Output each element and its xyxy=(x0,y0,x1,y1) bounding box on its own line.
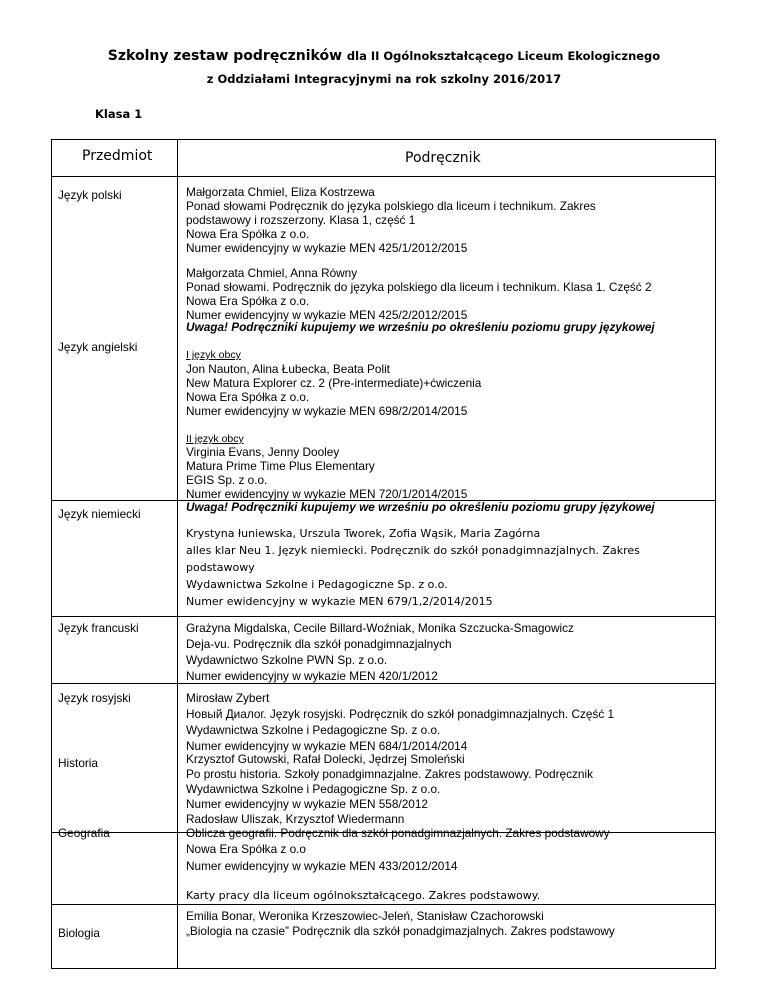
row-divider xyxy=(52,176,715,177)
subject-historia: Historia xyxy=(58,756,98,770)
subject-polski: Język polski xyxy=(58,188,122,202)
book-polski-1-publisher: Nowa Era Spółka z o.o. xyxy=(186,227,310,241)
row-divider xyxy=(52,683,715,684)
subject-francuski: Język francuski xyxy=(58,621,139,635)
book-historia-men-number: Numer ewidencyjny w wykazie MEN 558/2012 xyxy=(186,797,428,811)
document-title xyxy=(0,48,768,64)
book-niemiecki-title: alles klar Neu 1. Język niemiecki. Podręcznik do szkół ponadgimnazjalnych. Zakres xyxy=(186,544,640,557)
book-historia-publisher: Wydawnictwa Szkolne i Pedagogiczne Sp. z o.o. xyxy=(186,782,441,796)
book-angielski-2-publisher: EGIS Sp. z o.o. xyxy=(186,473,268,487)
book-biologia-title: „Biologia na czasie” Podręcznik dla szkół ponadgimazjalnych. Zakres podstawowy xyxy=(186,924,615,938)
book-rosyjski-men-number: Numer ewidencyjny w wykazie MEN 684/1/2014/2014 xyxy=(186,739,468,753)
book-francuski-publisher: Wydawnictwo Szkolne PWN Sp. z o.o. xyxy=(186,653,388,667)
book-biologia-authors: Emilia Bonar, Weronika Krzeszowiec-Jeleń, Stanisław Czachorowski xyxy=(186,909,544,923)
book-polski-1-men-number: Numer ewidencyjny w wykazie MEN 425/1/2012/2015 xyxy=(186,241,468,255)
book-geografia-authors: Radosław Uliszak, Krzysztof Wiedermann xyxy=(186,812,405,826)
first-language-label: I język obcy xyxy=(186,349,241,361)
book-polski-1-authors: Małgorzata Chmiel, Eliza Kostrzewa xyxy=(186,185,375,199)
column-divider xyxy=(177,140,178,968)
warning-angielski: Uwaga! Podręczniki kupujemy we wrześniu po określeniu poziomu grupy językowej xyxy=(186,320,655,334)
book-angielski-1-authors: Jon Nauton, Alina Łubecka, Beata Polit xyxy=(186,362,390,376)
book-niemiecki-authors: Krystyna łuniewska, Urszula Tworek, Zofia Wąsik, Maria Zagórna xyxy=(186,527,541,540)
book-angielski-1-publisher: Nowa Era Spółka z o.o. xyxy=(186,390,310,404)
book-rosyjski-publisher: Wydawnictwa Szkolne i Pedagogiczne Sp. z o.o. xyxy=(186,723,441,737)
book-polski-1-title-cont: podstawowy i rozszerzony. Klasa 1, część 1 xyxy=(186,213,416,227)
column-header-subject: Przedmiot xyxy=(82,148,153,164)
warning-niemiecki: Uwaga! Podręczniki kupujemy we wrześniu po określeniu poziomu grupy językowej xyxy=(186,500,655,514)
row-divider xyxy=(52,616,715,617)
book-polski-2-authors: Małgorzata Chmiel, Anna Równy xyxy=(186,266,358,280)
class-label: Klasa 1 xyxy=(95,107,143,121)
subject-niemiecki: Język niemiecki xyxy=(58,507,141,521)
book-rosyjski-title: Новый Диалог. Język rosyjski. Podręcznik do szkół ponadgimnazjalnych. Część 1 xyxy=(186,707,615,721)
book-angielski-1-men-number: Numer ewidencyjny w wykazie MEN 698/2/2014/2015 xyxy=(186,404,468,418)
column-header-book: Podręcznik xyxy=(405,150,481,166)
row-divider xyxy=(52,904,715,905)
book-geografia-workbook: Karty pracy dla liceum ogólnokształcącego. Zakres podstawowy. xyxy=(186,889,541,902)
subject-geografia: Geografia xyxy=(58,826,110,840)
book-francuski-title: Deja-vu. Podręcznik dla szkół ponadgimnazjalnych xyxy=(186,637,452,651)
book-niemiecki-publisher: Wydawnictwa Szkolne i Pedagogiczne Sp. z o.o. xyxy=(186,578,448,591)
book-angielski-2-title: Matura Prime Time Plus Elementary xyxy=(186,459,375,473)
book-polski-2-title: Ponad słowami. Podręcznik do języka polskiego dla liceum i technikum. Klasa 1. Część 2 xyxy=(186,280,652,294)
book-angielski-2-men-number: Numer ewidencyjny w wykazie MEN 720/1/2014/2015 xyxy=(186,487,468,501)
book-niemiecki-title-cont: podstawowy xyxy=(186,561,255,574)
document-subtitle: z Oddziałami Integracyjnymi na rok szkolny 2016/2017 xyxy=(206,72,562,86)
book-historia-authors: Krzysztof Gutowski, Rafał Dolecki, Jędrzej Smoleński xyxy=(186,752,465,766)
book-historia-title: Po prostu historia. Szkoły ponadgimnazjalne. Zakres podstawowy. Podręcznik xyxy=(186,767,593,781)
book-polski-2-publisher: Nowa Era Spółka z o.o. xyxy=(186,294,310,308)
book-niemiecki-men-number: Numer ewidencyjny w wykazie MEN 679/1,2/2014/2015 xyxy=(186,595,493,608)
book-angielski-2-authors: Virginia Evans, Jenny Dooley xyxy=(186,445,340,459)
second-language-label: II język obcy xyxy=(186,433,244,445)
subject-biologia: Biologia xyxy=(58,926,100,940)
book-geografia-men-number: Numer ewidencyjny w wykazie MEN 433/2012/2014 xyxy=(186,859,458,873)
textbook-table xyxy=(51,139,716,969)
book-geografia-title: Oblicza geografii. Podręcznik dla szkół ponadgimnazjalnych. Zakres podstawowy xyxy=(186,826,610,840)
book-francuski-authors: Grażyna Migdalska, Cecile Billard-Woźniak, Monika Szczucka-Smagowicz xyxy=(186,621,574,635)
book-geografia-publisher: Nowa Era Spółka z o.o xyxy=(186,842,306,856)
title-main: Szkolny zestaw podręczników xyxy=(107,48,343,64)
title-rest: dla II Ogólnokształcącego Liceum Ekologicznego xyxy=(346,49,661,63)
book-rosyjski-author: Mirosław Zybert xyxy=(186,691,270,705)
subject-rosyjski: Język rosyjski xyxy=(58,691,131,705)
book-francuski-men-number: Numer ewidencyjny w wykazie MEN 420/1/2012 xyxy=(186,669,438,683)
book-polski-1-title: Ponad słowami Podręcznik do języka polskiego dla liceum i technikum. Zakres xyxy=(186,199,596,213)
book-polski-2-men-number: Numer ewidencyjny w wykazie MEN 425/2/2012/2015 xyxy=(186,308,468,322)
book-angielski-1-title: New Matura Explorer cz. 2 (Pre-intermediate)+ćwiczenia xyxy=(186,376,482,390)
subject-angielski: Język angielski xyxy=(58,340,138,354)
